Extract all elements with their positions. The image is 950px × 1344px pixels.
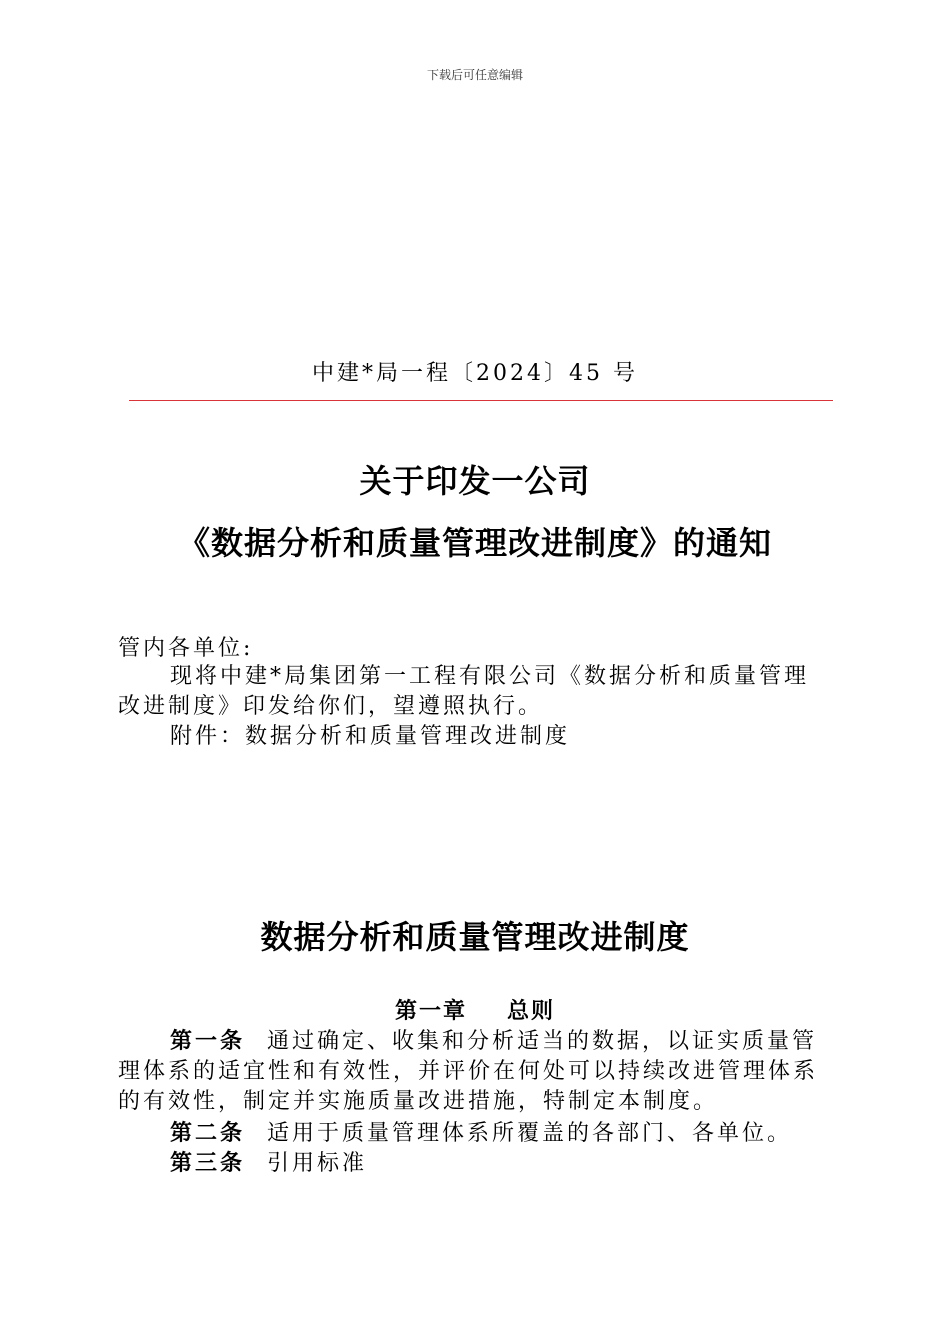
article-text: 适用于质量管理体系所覆盖的各部门、各单位。: [267, 1121, 793, 1146]
article-label: 第一条: [170, 1028, 246, 1054]
chapter-name: 总则: [507, 998, 556, 1024]
article-label: 第三条: [170, 1150, 246, 1176]
notice-title-line1: 关于印发一公司: [359, 462, 591, 500]
article-label: 第二条: [170, 1120, 246, 1146]
chapter-number: 第一章: [394, 998, 467, 1024]
regulation-title: 数据分析和质量管理改进制度: [260, 918, 690, 956]
notice-title-line2: 《数据分析和质量管理改进制度》的通知: [177, 524, 772, 562]
article-1: [118, 1026, 832, 1117]
article-3: [118, 1148, 832, 1179]
red-divider: [129, 400, 833, 401]
document-number: 中建*局一程〔2024〕45 号: [312, 361, 638, 386]
addressee: 管内各单位:: [118, 636, 254, 661]
header-note: 下载后可任意编辑: [426, 68, 523, 82]
chapter-heading: [0, 994, 950, 1025]
article-text: 引用标准: [267, 1151, 368, 1176]
article-text: 通过确定、收集和分析适当的数据，以证实质量管理体系的适宜性和有效性，并评价在何处可以持续改进管理体系的有效性，制定并实施质量改进措施，特制定本制度。: [118, 1029, 819, 1114]
article-2: [118, 1118, 832, 1149]
notice-paragraph: 现将中建*局集团第一工程有限公司《数据分析和质量管理改进制度》印发给你们，望遵照执行。: [118, 664, 810, 719]
attachment-line: 附件：数据分析和质量管理改进制度: [170, 724, 571, 749]
